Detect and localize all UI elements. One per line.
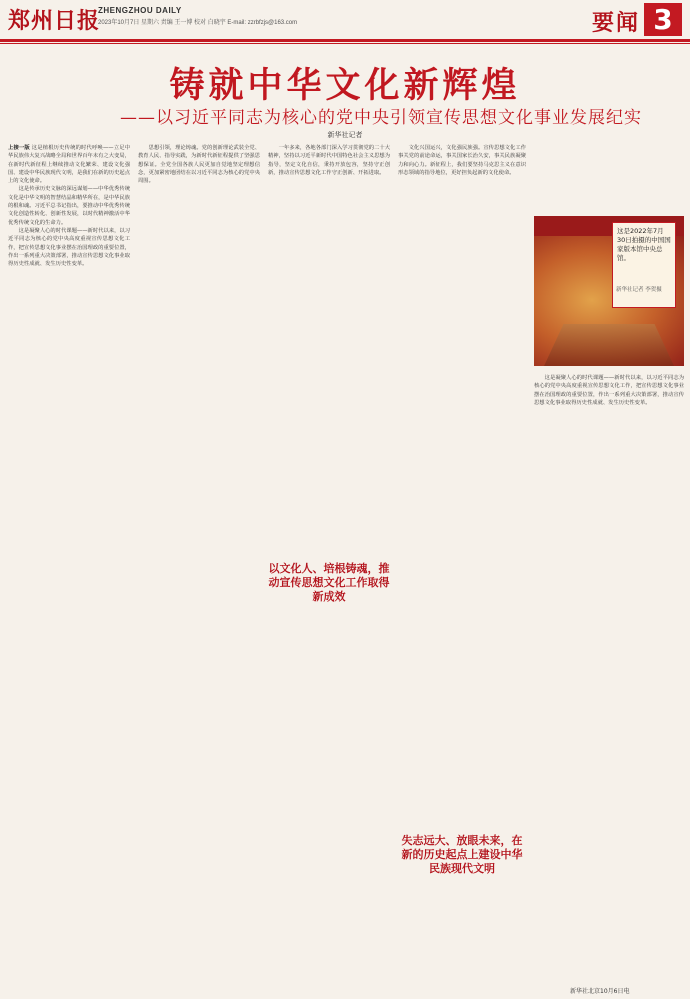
masthead — [0, 0, 690, 44]
dateline-footer: 新华社北京10月6日电 — [570, 988, 630, 995]
body-paragraph: 思想引领，理论铸魂。党的创新理论武装全党、教育人民、指导实践，为新时代新征程提供了坚强思想保证。全党全国各族人民更加自觉地坚定理想信念，更加紧密地团结在以习近平同志为核心的党中央周围。 — [138, 145, 260, 185]
page-number: 3 — [644, 3, 682, 36]
photo-credit: 新华社记者 李贺摄 — [616, 287, 662, 293]
article-column-2 — [138, 144, 260, 990]
headline: 铸就中华文化新辉煌 — [169, 66, 521, 106]
lead-label: 上接一版 — [8, 145, 30, 151]
subhead-1: 以文化人、培根铸魂，推动宣传思想文化工作取得新成效 — [268, 562, 390, 603]
body-paragraph: 这是凝聚人心的时代课题——新时代以来，以习近平同志为核心的党中央高度重视宣传思想文化工作，把宣传思想文化事业摆在治国理政的重要位置，作出一系列重大决策部署，推动宣传思想文化事业取得历史性成就、发生历史性变革。 — [534, 375, 684, 406]
subheadline: ——以习近平同志为核心的党中央引领宣传思想文化事业发展纪实 — [120, 108, 642, 128]
lead-paragraph: 上接一版 这是植根历史传统的时代呼唤——立足中华民族伟大复兴战略全局和世界百年未有之大变局，在新时代新征程上继续推动文化繁荣、建设文化强国、建设中华民族现代文明，是我们在新的历史起点上的文化使命。 — [8, 145, 130, 185]
subhead-2: 失志远大、放眼未来，在新的历史起点上建设中华民族现代文明 — [398, 834, 526, 876]
body-paragraph: 这是传承历史文脉的深远谋划——中华优秀传统文化是中华文明的智慧结晶和精华所在，是中华民族的根和魂。习近平总书记指出，要推动中华优秀传统文化创造性转化、创新性发展，以时代精神激活中华优秀传统文化的生命力。 — [8, 186, 130, 226]
newspaper-english-name: ZHENGZHOU DAILY — [98, 6, 182, 15]
masthead-rule — [0, 39, 690, 42]
issue-meta: 2023年10月7日 星期六 责编 王一博 校对 白晓宇 E-mail: zzrbfzjs@163.com — [98, 20, 298, 26]
newspaper-logo: 郑州日报 — [8, 8, 101, 34]
article-column-5 — [534, 374, 684, 990]
body-paragraph: 一年多来，各地各部门深入学习贯彻党的二十大精神，坚持以习近平新时代中国特色社会主义思想为指导，坚定文化自信，秉持开放包容，坚持守正创新，推动宣传思想文化工作守正创新、开拓进取。 — [268, 145, 390, 176]
photo-caption: 这是2022年7月30日拍摄的中国国家版本馆中央总馆。 — [612, 222, 676, 308]
section-title: 要闻 — [592, 11, 641, 36]
byline: 新华社记者 — [327, 132, 363, 139]
article-body — [8, 144, 684, 992]
feature-photo — [534, 216, 684, 366]
body-paragraph: 文化兴国运兴，文化强民族强。宣传思想文化工作事关党的前途命运，事关国家长治久安，事关民族凝聚力和向心力。新征程上，我们要坚持马克思主义在意识形态领域的指导地位，更好担负起新的文化使命。 — [398, 145, 526, 176]
masthead-thin-rule — [0, 43, 690, 44]
body-paragraph: 这是凝聚人心的时代课题——新时代以来，以习近平同志为核心的党中央高度重视宣传思想文化工作，把宣传思想文化事业摆在治国理政的重要位置，作出一系列重大决策部署，推动宣传思想文化事业取得历史性成就、发生历史性变革。 — [8, 227, 130, 268]
article-column-1 — [8, 144, 130, 990]
